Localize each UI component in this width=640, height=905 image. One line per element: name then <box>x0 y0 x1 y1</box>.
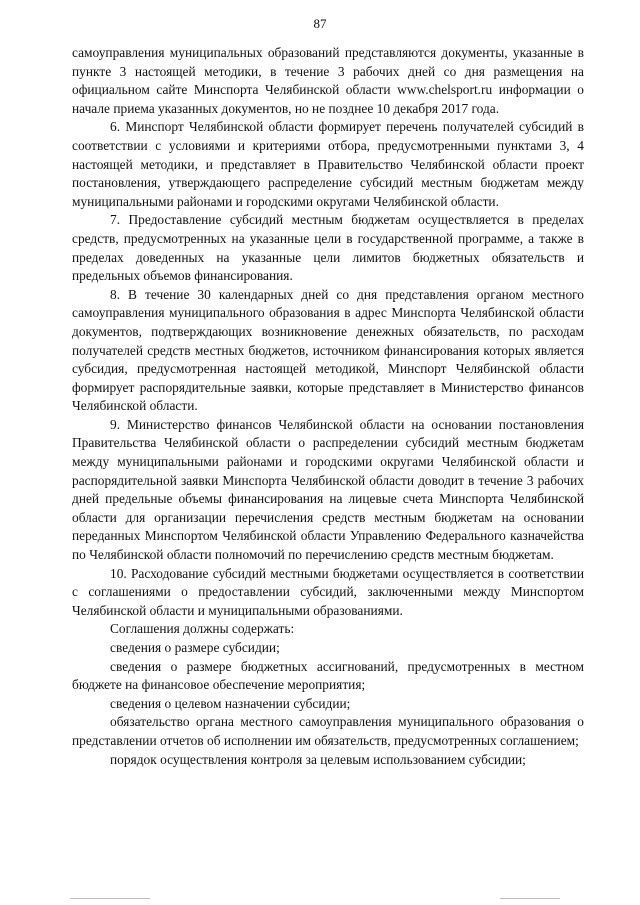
list-item-control-procedure: порядок осуществления контроля за целевым использованием субсидии; <box>110 751 526 767</box>
paragraph-continuation: самоуправления муниципальных образований представляются документы, указанные в пункте 3 настоящей методики, в течение 3 рабочих дней со дня размещения на официальном сайте Минспорта Челябинской области www.chelsport.ru информации о начале приема указанных документов, но не позднее 10 декабря 2017 года. <box>72 45 584 116</box>
paragraph-6: 6. Минспорт Челябинской области формирует перечень получателей субсидий в соответствии с условиями и критериями отбора, предусмотренными пунктами 3, 4 настоящей методики, и представляет в Правительство Челябинской области проект постановления, утверждающего распределение субсидий местным бюджетам между муниципальными районами и городскими округами Челябинской области. <box>72 119 584 209</box>
document-body <box>72 44 584 769</box>
agreement-requirements-heading: Соглашения должны содержать: <box>110 621 295 637</box>
scan-edge-mark-right <box>500 898 560 899</box>
list-item-subsidy-amount: сведения о размере субсидии; <box>110 640 280 655</box>
paragraph-8: 8. В течение 30 календарных дней со дня представления органом местного самоуправления муниципального образования в адрес Минспорта Челябинской области документов, подтверждающих возникновение денежных обязательств, по расходам получателей средств местных бюджетов, источником финансирования которых является субсидия, предусмотренная настоящей методикой, Минспорт Челябинской области формирует распорядительные заявки, которые представляет в Министерство финансов Челябинской области. <box>72 286 584 414</box>
scan-edge-mark-left <box>70 898 150 899</box>
list-item-budget-allocations: сведения о размере бюджетных ассигнований, предусмотренных в местном бюджете на финансовое обеспечение мероприятия; <box>72 658 584 693</box>
list-item-purpose: сведения о целевом назначении субсидии; <box>110 695 351 711</box>
page-number: 87 <box>313 16 327 31</box>
list-item-reporting-obligation: обязательство органа местного самоуправления муниципального образования о представлении отчетов об исполнении им обязательств, предусмотренных соглашением; <box>72 714 584 748</box>
paragraph-9: 9. Министерство финансов Челябинской области на основании постановления Правительства Челябинской области о распределении субсидий местным бюджетам между муниципальными районами и городскими округами Челябинской области и распорядительной заявки Минспорта Челябинской области доводит в течение 3 рабочих дней предельные объемы финансирования на лицевые счета Минспорта Челябинской области для организации перечисления средств местным бюджетам на основании переданных Минспортом Челябинской области Управлению Федерального казначейства по Челябинской области полномочий по перечислению средств местным бюджетам. <box>72 416 584 563</box>
paragraph-7: 7. Предоставление субсидий местным бюджетам осуществляется в пределах средств, предусмотренных на указанные цели в государственной программе, а также в пределах доведенных на указанные цели лимитов бюджетных обязательств и предельных объемов финансирования. <box>72 212 584 284</box>
paragraph-10: 10. Расходование субсидий местными бюджетами осуществляется в соответствии с соглашениями о предоставлении субсидий, заключенными между Минспортом Челябинской области и муниципальными образованиями. <box>72 565 584 618</box>
